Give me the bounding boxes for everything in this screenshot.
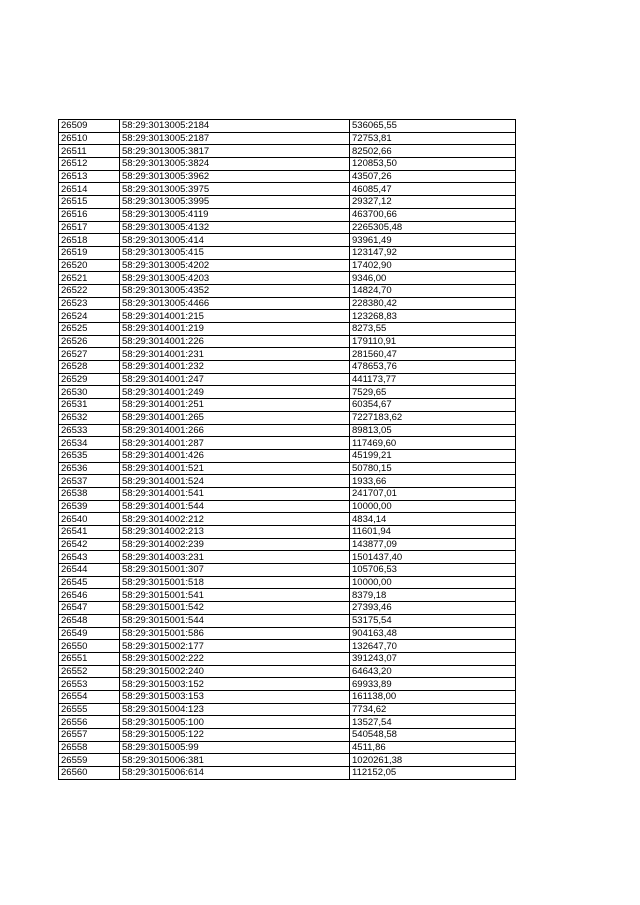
cadastral-number-cell: 58:29:3014001:251 [120,399,350,412]
value-cell: 11601,94 [350,526,516,539]
table-row [59,551,516,564]
value-cell: 50780,15 [350,462,516,475]
cadastral-number-cell: 58:29:3013005:4352 [120,284,350,297]
cadastral-number-cell: 58:29:3015003:153 [120,690,350,703]
value-cell: 9346,00 [350,272,516,285]
value-cell: 281560,47 [350,348,516,361]
cadastral-number-cell: 58:29:3014001:231 [120,348,350,361]
value-cell: 120853,50 [350,158,516,171]
table-row [59,132,516,145]
table-row [59,589,516,602]
cadastral-number-cell: 58:29:3013005:3975 [120,183,350,196]
row-number-cell: 26515 [59,196,120,209]
value-cell: 72753,81 [350,132,516,145]
table-body [59,120,516,780]
row-number-cell: 26513 [59,170,120,183]
value-cell: 123268,83 [350,310,516,323]
row-number-cell: 26527 [59,348,120,361]
table-row [59,678,516,691]
row-number-cell: 26546 [59,589,120,602]
table-row [59,386,516,399]
row-number-cell: 26533 [59,424,120,437]
row-number-cell: 26530 [59,386,120,399]
row-number-cell: 26512 [59,158,120,171]
cadastral-number-cell: 58:29:3014001:524 [120,475,350,488]
cadastral-number-cell: 58:29:3013005:3824 [120,158,350,171]
table-row [59,158,516,171]
table-row [59,665,516,678]
cadastral-number-cell: 58:29:3014001:265 [120,411,350,424]
row-number-cell: 26543 [59,551,120,564]
value-cell: 536065,55 [350,120,516,133]
cadastral-number-cell: 58:29:3015001:307 [120,564,350,577]
table-row [59,297,516,310]
value-cell: 46085,47 [350,183,516,196]
value-cell: 1020261,38 [350,754,516,767]
cadastral-number-cell: 58:29:3013005:3817 [120,145,350,158]
table-row [59,741,516,754]
value-cell: 64643,20 [350,665,516,678]
table-row [59,361,516,374]
value-cell: 123147,92 [350,246,516,259]
table-row [59,221,516,234]
cadastral-number-cell: 58:29:3013005:2187 [120,132,350,145]
row-number-cell: 26528 [59,361,120,374]
table-row [59,614,516,627]
row-number-cell: 26549 [59,627,120,640]
table-row [59,424,516,437]
row-number-cell: 26552 [59,665,120,678]
cadastral-number-cell: 58:29:3015002:177 [120,640,350,653]
value-cell: 132647,70 [350,640,516,653]
value-cell: 10000,00 [350,576,516,589]
value-cell: 43507,26 [350,170,516,183]
table-row [59,399,516,412]
cadastral-number-cell: 58:29:3014003:231 [120,551,350,564]
row-number-cell: 26553 [59,678,120,691]
value-cell: 463700,66 [350,208,516,221]
row-number-cell: 26526 [59,335,120,348]
table-row [59,437,516,450]
cadastral-number-cell: 58:29:3014001:247 [120,373,350,386]
row-number-cell: 26517 [59,221,120,234]
table-row [59,246,516,259]
table-row [59,690,516,703]
value-cell: 93961,49 [350,234,516,247]
value-cell: 2265305,48 [350,221,516,234]
row-number-cell: 26535 [59,449,120,462]
cadastral-number-cell: 58:29:3015001:586 [120,627,350,640]
value-cell: 179110,91 [350,335,516,348]
row-number-cell: 26559 [59,754,120,767]
table-row [59,284,516,297]
value-cell: 7734,62 [350,703,516,716]
value-cell: 10000,00 [350,500,516,513]
value-cell: 441173,77 [350,373,516,386]
row-number-cell: 26548 [59,614,120,627]
cadastral-number-cell: 58:29:3015006:381 [120,754,350,767]
table-row [59,120,516,133]
row-number-cell: 26524 [59,310,120,323]
row-number-cell: 26556 [59,716,120,729]
value-cell: 53175,54 [350,614,516,627]
table-row [59,170,516,183]
cadastral-number-cell: 58:29:3015004:123 [120,703,350,716]
table-row [59,640,516,653]
table-row [59,475,516,488]
row-number-cell: 26529 [59,373,120,386]
table-row [59,196,516,209]
value-cell: 161138,00 [350,690,516,703]
row-number-cell: 26547 [59,602,120,615]
cadastral-number-cell: 58:29:3015006:614 [120,767,350,780]
table-row [59,449,516,462]
value-cell: 241707,01 [350,487,516,500]
row-number-cell: 26510 [59,132,120,145]
row-number-cell: 26555 [59,703,120,716]
table-row [59,234,516,247]
table-row [59,500,516,513]
row-number-cell: 26541 [59,526,120,539]
cadastral-number-cell: 58:29:3015005:122 [120,729,350,742]
row-number-cell: 26523 [59,297,120,310]
value-cell: 27393,46 [350,602,516,615]
row-number-cell: 26514 [59,183,120,196]
cadastral-number-cell: 58:29:3014001:541 [120,487,350,500]
value-cell: 14824,70 [350,284,516,297]
table-row [59,754,516,767]
value-cell: 117469,60 [350,437,516,450]
table-row [59,729,516,742]
table-row [59,576,516,589]
value-cell: 89813,05 [350,424,516,437]
cadastral-number-cell: 58:29:3015005:99 [120,741,350,754]
cadastral-number-cell: 58:29:3013005:415 [120,246,350,259]
value-cell: 1933,66 [350,475,516,488]
cadastral-number-cell: 58:29:3013005:3962 [120,170,350,183]
value-cell: 478653,76 [350,361,516,374]
value-cell: 228380,42 [350,297,516,310]
value-cell: 60354,67 [350,399,516,412]
cadastral-number-cell: 58:29:3014001:544 [120,500,350,513]
row-number-cell: 26554 [59,690,120,703]
row-number-cell: 26522 [59,284,120,297]
cadastral-number-cell: 58:29:3014001:226 [120,335,350,348]
cadastral-number-cell: 58:29:3015001:542 [120,602,350,615]
value-cell: 391243,07 [350,652,516,665]
cadastral-number-cell: 58:29:3014002:212 [120,513,350,526]
cadastral-number-cell: 58:29:3013005:4466 [120,297,350,310]
table-row [59,348,516,361]
cadastral-number-cell: 58:29:3015001:518 [120,576,350,589]
table-row [59,323,516,336]
row-number-cell: 26550 [59,640,120,653]
table-row [59,716,516,729]
row-number-cell: 26540 [59,513,120,526]
row-number-cell: 26538 [59,487,120,500]
cadastral-number-cell: 58:29:3015003:152 [120,678,350,691]
table-row [59,183,516,196]
value-cell: 540548,58 [350,729,516,742]
cadastral-number-cell: 58:29:3014001:215 [120,310,350,323]
cadastral-number-cell: 58:29:3014002:239 [120,538,350,551]
value-cell: 105706,53 [350,564,516,577]
row-number-cell: 26539 [59,500,120,513]
table-row [59,526,516,539]
value-cell: 143877,09 [350,538,516,551]
table-row [59,411,516,424]
cadastral-number-cell: 58:29:3013005:4203 [120,272,350,285]
row-number-cell: 26509 [59,120,120,133]
table-row [59,462,516,475]
row-number-cell: 26525 [59,323,120,336]
value-cell: 13527,54 [350,716,516,729]
table-row [59,259,516,272]
cadastral-number-cell: 58:29:3013005:4202 [120,259,350,272]
row-number-cell: 26531 [59,399,120,412]
cadastral-number-cell: 58:29:3014002:213 [120,526,350,539]
row-number-cell: 26560 [59,767,120,780]
value-cell: 112152,05 [350,767,516,780]
table-row [59,564,516,577]
row-number-cell: 26557 [59,729,120,742]
row-number-cell: 26516 [59,208,120,221]
row-number-cell: 26520 [59,259,120,272]
row-number-cell: 26537 [59,475,120,488]
value-cell: 1501437,40 [350,551,516,564]
value-cell: 17402,90 [350,259,516,272]
table-row [59,652,516,665]
cadastral-number-cell: 58:29:3013005:414 [120,234,350,247]
row-number-cell: 26551 [59,652,120,665]
value-cell: 8273,55 [350,323,516,336]
cadastral-number-cell: 58:29:3014001:232 [120,361,350,374]
table-row [59,272,516,285]
row-number-cell: 26534 [59,437,120,450]
cadastral-number-cell: 58:29:3014001:426 [120,449,350,462]
table-row [59,602,516,615]
value-cell: 7529,65 [350,386,516,399]
cadastral-number-cell: 58:29:3015002:222 [120,652,350,665]
cadastral-number-cell: 58:29:3015001:541 [120,589,350,602]
value-cell: 82502,66 [350,145,516,158]
row-number-cell: 26532 [59,411,120,424]
row-number-cell: 26544 [59,564,120,577]
cadastral-number-cell: 58:29:3015002:240 [120,665,350,678]
cadastral-number-cell: 58:29:3013005:4119 [120,208,350,221]
value-cell: 29327,12 [350,196,516,209]
value-cell: 904163,48 [350,627,516,640]
cadastral-number-cell: 58:29:3013005:3995 [120,196,350,209]
table-row [59,310,516,323]
table-row [59,335,516,348]
value-cell: 7227183,62 [350,411,516,424]
cadastral-number-cell: 58:29:3014001:521 [120,462,350,475]
row-number-cell: 26511 [59,145,120,158]
data-table [58,119,516,780]
value-cell: 69933,89 [350,678,516,691]
table-row [59,145,516,158]
row-number-cell: 26558 [59,741,120,754]
row-number-cell: 26536 [59,462,120,475]
row-number-cell: 26519 [59,246,120,259]
cadastral-number-cell: 58:29:3015005:100 [120,716,350,729]
table-row [59,767,516,780]
cadastral-number-cell: 58:29:3014001:266 [120,424,350,437]
value-cell: 4511,86 [350,741,516,754]
row-number-cell: 26521 [59,272,120,285]
row-number-cell: 26518 [59,234,120,247]
table-row [59,703,516,716]
table-row [59,373,516,386]
row-number-cell: 26542 [59,538,120,551]
value-cell: 8379,18 [350,589,516,602]
table-row [59,627,516,640]
value-cell: 4834,14 [350,513,516,526]
value-cell: 45199,21 [350,449,516,462]
cadastral-number-cell: 58:29:3014001:219 [120,323,350,336]
row-number-cell: 26545 [59,576,120,589]
table-row [59,513,516,526]
cadastral-number-cell: 58:29:3014001:249 [120,386,350,399]
table-row [59,208,516,221]
cadastral-number-cell: 58:29:3015001:544 [120,614,350,627]
cadastral-number-cell: 58:29:3014001:287 [120,437,350,450]
table-row [59,538,516,551]
cadastral-number-cell: 58:29:3013005:4132 [120,221,350,234]
table-row [59,487,516,500]
cadastral-number-cell: 58:29:3013005:2184 [120,120,350,133]
